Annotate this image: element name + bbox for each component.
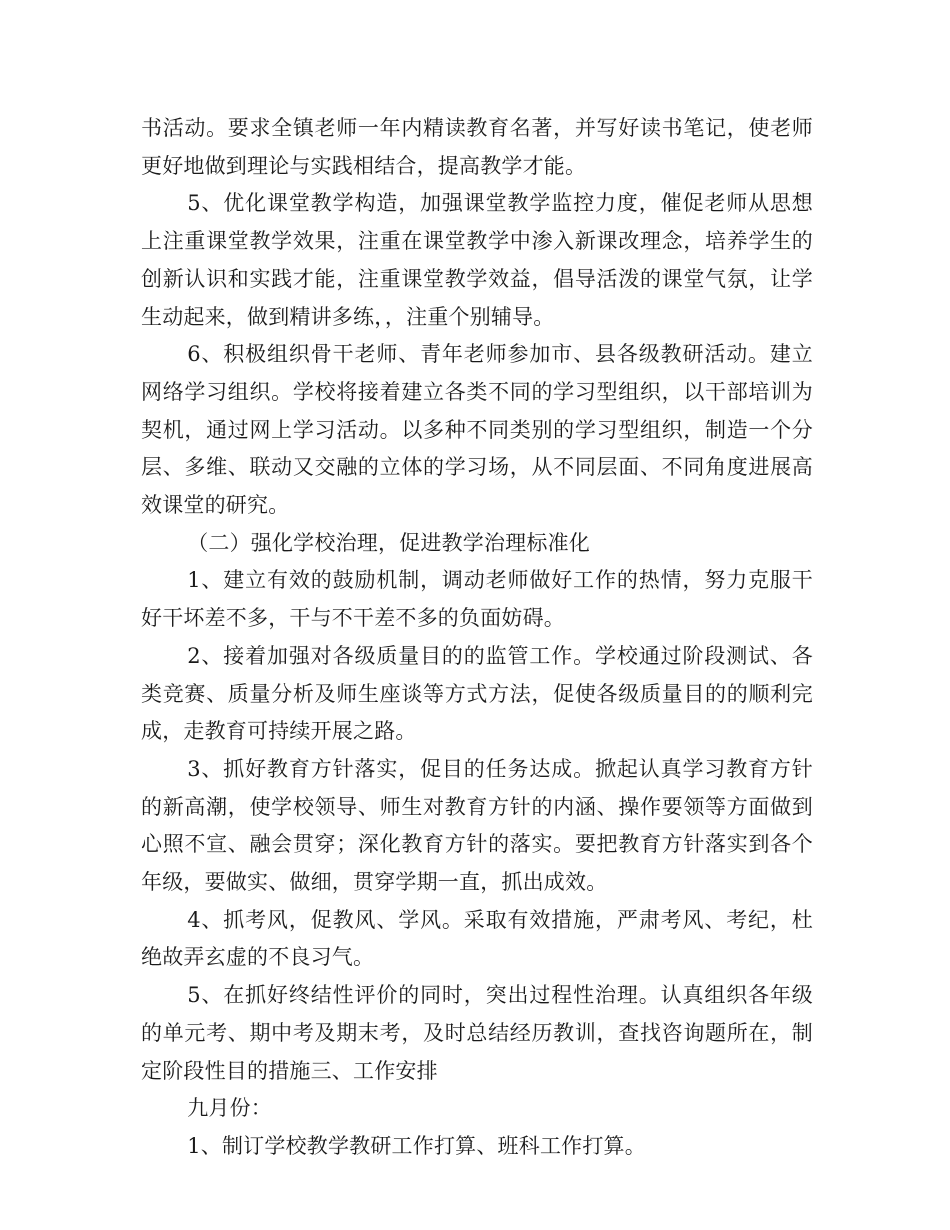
paragraph-item-6-teaching-research: 6、积极组织骨干老师、青年老师参加市、县各级教研活动。建立网络学习组织。学校将接着建立各类不同的学习型组织，以干部培训为契机，通过网上学习活动。以多种不同类别的学习型组织，制造一个分层、多维、联动又交融的立体的学习场，从不同层面、不同角度进展高效课堂的研究。 [141, 342, 813, 518]
paragraph-item-4-exam-discipline: 4、抓考风，促教风、学风。采取有效措施，严肃考风、考纪，杜绝故弄玄虚的不良习气。 [141, 907, 813, 970]
month-heading-september: 九月份： [187, 1096, 272, 1121]
paragraph-reading-activity: 书活动。要求全镇老师一年内精读教育名著，并写好读书笔记，使老师更好地做到理论与实践相结合，提高教学才能。 [141, 116, 813, 178]
paragraph-september-item-1: 1、制订学校教学教研工作打算、班科工作打算。 [187, 1133, 646, 1158]
paragraph-item-3-policy: 3、抓好教育方针落实，促目的任务达成。掀起认真学习教育方针的新高潮，使学校领导、师生对教育方针的内涵、操作要领等方面做到心照不宣、融会贯穿；深化教育方针的落实。要把教育方针落实到各个年级，要做实、做细，贯穿学期一直，抓出成效。 [141, 756, 813, 895]
document-body [141, 110, 813, 1166]
section-heading-school-governance: （二）强化学校治理，促进教学治理标准化 [187, 530, 590, 555]
paragraph-item-2-quality: 2、接着加强对各级质量目的的监管工作。学校通过阶段测试、各类竞赛、质量分析及师生座谈等方式方法，促使各级质量目的的顺利完成，走教育可持续开展之路。 [141, 643, 813, 744]
paragraph-item-1-incentive: 1、建立有效的鼓励机制，调动老师做好工作的热情，努力克服干好干坏差不多，干与不干差不多的负面妨碍。 [141, 568, 813, 631]
paragraph-item-5-evaluation: 5、在抓好终结性评价的同时，突出过程性治理。认真组织各年级的单元考、期中考及期末考，及时总结经历教训，查找咨询题所在，制定阶段性目的措施三、工作安排 [141, 983, 813, 1083]
paragraph-item-5-classroom: 5、优化课堂教学构造，加强课堂教学监控力度，催促老师从思想上注重课堂教学效果，注重在课堂教学中渗入新课改理念，培养学生的创新认识和实践才能，注重课堂教学效益，倡导活泼的课堂气氛，让学生动起来，做到精讲多练，，注重个别辅导。 [141, 191, 813, 329]
